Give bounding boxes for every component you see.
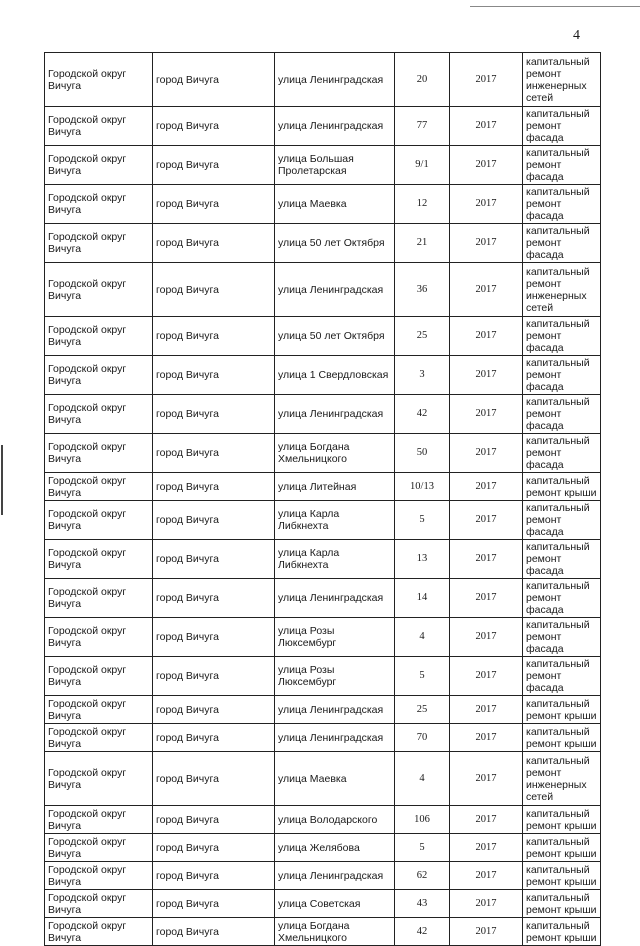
street-cell: улица Богдана Хмельницкого — [275, 434, 395, 473]
year-cell: 2017 — [450, 918, 523, 946]
table-row — [45, 862, 601, 890]
repair-type-cell: капитальный ремонт фасада — [523, 618, 601, 657]
table-row — [45, 579, 601, 618]
house-number-cell: 25 — [395, 317, 450, 356]
table-row — [45, 806, 601, 834]
street-cell: улица Ленинградская — [275, 107, 395, 146]
municipal-district-cell: Городской округ Вичуга — [45, 224, 153, 263]
city-cell: город Вичуга — [153, 146, 275, 185]
street-cell: улица Ленинградская — [275, 579, 395, 618]
municipal-district-cell: Городской округ Вичуга — [45, 806, 153, 834]
year-cell: 2017 — [450, 657, 523, 696]
table-row — [45, 618, 601, 657]
year-cell: 2017 — [450, 579, 523, 618]
municipal-district-cell: Городской округ Вичуга — [45, 657, 153, 696]
house-number-cell: 50 — [395, 434, 450, 473]
repair-type-cell: капитальный ремонт фасада — [523, 540, 601, 579]
table-row — [45, 146, 601, 185]
city-cell: город Вичуга — [153, 185, 275, 224]
house-number-cell: 25 — [395, 696, 450, 724]
street-cell: улица Литейная — [275, 473, 395, 501]
street-cell: улица Советская — [275, 890, 395, 918]
house-number-cell: 70 — [395, 724, 450, 752]
house-number-cell: 42 — [395, 918, 450, 946]
street-cell: улица 1 Свердловская — [275, 356, 395, 395]
street-cell: улица Большая Пролетарская — [275, 146, 395, 185]
table-row — [45, 395, 601, 434]
year-cell: 2017 — [450, 540, 523, 579]
city-cell: город Вичуга — [153, 834, 275, 862]
house-number-cell: 3 — [395, 356, 450, 395]
year-cell: 2017 — [450, 53, 523, 107]
table-row — [45, 752, 601, 806]
page-number: 4 — [573, 28, 580, 43]
year-cell: 2017 — [450, 395, 523, 434]
house-number-cell: 4 — [395, 618, 450, 657]
municipal-district-cell: Городской округ Вичуга — [45, 434, 153, 473]
year-cell: 2017 — [450, 317, 523, 356]
scan-edge-mark-left — [1, 445, 3, 515]
street-cell: улица Ленинградская — [275, 263, 395, 317]
municipal-district-cell: Городской округ Вичуга — [45, 53, 153, 107]
city-cell: город Вичуга — [153, 53, 275, 107]
year-cell: 2017 — [450, 263, 523, 317]
city-cell: город Вичуга — [153, 263, 275, 317]
repair-type-cell: капитальный ремонт крыши — [523, 696, 601, 724]
street-cell: улица Розы Люксембург — [275, 618, 395, 657]
year-cell: 2017 — [450, 434, 523, 473]
repair-type-cell: капитальный ремонт фасада — [523, 356, 601, 395]
repair-schedule-table — [44, 52, 601, 946]
municipal-district-cell: Городской округ Вичуга — [45, 918, 153, 946]
municipal-district-cell: Городской округ Вичуга — [45, 724, 153, 752]
municipal-district-cell: Городской округ Вичуга — [45, 501, 153, 540]
house-number-cell: 10/13 — [395, 473, 450, 501]
table-row — [45, 918, 601, 946]
street-cell: улица Володарского — [275, 806, 395, 834]
municipal-district-cell: Городской округ Вичуга — [45, 579, 153, 618]
house-number-cell: 5 — [395, 834, 450, 862]
repair-type-cell: капитальный ремонт фасада — [523, 224, 601, 263]
year-cell: 2017 — [450, 185, 523, 224]
house-number-cell: 62 — [395, 862, 450, 890]
city-cell: город Вичуга — [153, 107, 275, 146]
repair-type-cell: капитальный ремонт фасада — [523, 107, 601, 146]
house-number-cell: 106 — [395, 806, 450, 834]
city-cell: город Вичуга — [153, 696, 275, 724]
city-cell: город Вичуга — [153, 806, 275, 834]
house-number-cell: 20 — [395, 53, 450, 107]
street-cell: улица Ленинградская — [275, 724, 395, 752]
city-cell: город Вичуга — [153, 356, 275, 395]
repair-type-cell: капитальный ремонт крыши — [523, 890, 601, 918]
table-row — [45, 696, 601, 724]
repair-type-cell: капитальный ремонт инженерных сетей — [523, 263, 601, 317]
year-cell: 2017 — [450, 696, 523, 724]
table-body — [45, 53, 601, 946]
repair-type-cell: капитальный ремонт крыши — [523, 918, 601, 946]
city-cell: город Вичуга — [153, 752, 275, 806]
table-row — [45, 107, 601, 146]
municipal-district-cell: Городской округ Вичуга — [45, 107, 153, 146]
city-cell: город Вичуга — [153, 862, 275, 890]
street-cell: улица 50 лет Октября — [275, 224, 395, 263]
year-cell: 2017 — [450, 752, 523, 806]
city-cell: город Вичуга — [153, 473, 275, 501]
municipal-district-cell: Городской округ Вичуга — [45, 263, 153, 317]
repair-type-cell: капитальный ремонт фасада — [523, 395, 601, 434]
repair-type-cell: капитальный ремонт инженерных сетей — [523, 752, 601, 806]
house-number-cell: 21 — [395, 224, 450, 263]
city-cell: город Вичуга — [153, 224, 275, 263]
table-row — [45, 317, 601, 356]
repair-type-cell: капитальный ремонт фасада — [523, 657, 601, 696]
table-row — [45, 724, 601, 752]
year-cell: 2017 — [450, 862, 523, 890]
municipal-district-cell: Городской округ Вичуга — [45, 473, 153, 501]
year-cell: 2017 — [450, 107, 523, 146]
city-cell: город Вичуга — [153, 501, 275, 540]
street-cell: улица Маевка — [275, 185, 395, 224]
city-cell: город Вичуга — [153, 618, 275, 657]
municipal-district-cell: Городской округ Вичуга — [45, 317, 153, 356]
city-cell: город Вичуга — [153, 724, 275, 752]
year-cell: 2017 — [450, 146, 523, 185]
street-cell: улица Карла Либкнехта — [275, 501, 395, 540]
city-cell: город Вичуга — [153, 579, 275, 618]
table-row — [45, 356, 601, 395]
house-number-cell: 4 — [395, 752, 450, 806]
municipal-district-cell: Городской округ Вичуга — [45, 618, 153, 657]
repair-type-cell: капитальный ремонт крыши — [523, 862, 601, 890]
repair-type-cell: капитальный ремонт инженерных сетей — [523, 53, 601, 107]
street-cell: улица Ленинградская — [275, 53, 395, 107]
table-row — [45, 540, 601, 579]
repair-type-cell: капитальный ремонт крыши — [523, 473, 601, 501]
table-row — [45, 473, 601, 501]
city-cell: город Вичуга — [153, 918, 275, 946]
year-cell: 2017 — [450, 356, 523, 395]
year-cell: 2017 — [450, 890, 523, 918]
repair-type-cell: капитальный ремонт фасада — [523, 317, 601, 356]
municipal-district-cell: Городской округ Вичуга — [45, 146, 153, 185]
repair-type-cell: капитальный ремонт фасада — [523, 185, 601, 224]
repair-type-cell: капитальный ремонт крыши — [523, 724, 601, 752]
repair-type-cell: капитальный ремонт фасада — [523, 146, 601, 185]
table-row — [45, 501, 601, 540]
house-number-cell: 5 — [395, 501, 450, 540]
repair-type-cell: капитальный ремонт фасада — [523, 434, 601, 473]
table-row — [45, 657, 601, 696]
house-number-cell: 12 — [395, 185, 450, 224]
street-cell: улица Ленинградская — [275, 395, 395, 434]
table-row — [45, 434, 601, 473]
year-cell: 2017 — [450, 501, 523, 540]
city-cell: город Вичуга — [153, 657, 275, 696]
street-cell: улица Богдана Хмельницкого — [275, 918, 395, 946]
repair-type-cell: капитальный ремонт фасада — [523, 579, 601, 618]
municipal-district-cell: Городской округ Вичуга — [45, 890, 153, 918]
municipal-district-cell: Городской округ Вичуга — [45, 540, 153, 579]
table-row — [45, 263, 601, 317]
table-row — [45, 834, 601, 862]
city-cell: город Вичуга — [153, 540, 275, 579]
street-cell: улица Ленинградская — [275, 862, 395, 890]
house-number-cell: 14 — [395, 579, 450, 618]
municipal-district-cell: Городской округ Вичуга — [45, 834, 153, 862]
house-number-cell: 5 — [395, 657, 450, 696]
city-cell: город Вичуга — [153, 890, 275, 918]
city-cell: город Вичуга — [153, 317, 275, 356]
table-row — [45, 185, 601, 224]
year-cell: 2017 — [450, 806, 523, 834]
table-row — [45, 53, 601, 107]
house-number-cell: 36 — [395, 263, 450, 317]
municipal-district-cell: Городской округ Вичуга — [45, 395, 153, 434]
street-cell: улица Карла Либкнехта — [275, 540, 395, 579]
year-cell: 2017 — [450, 473, 523, 501]
street-cell: улица Ленинградская — [275, 696, 395, 724]
repair-type-cell: капитальный ремонт фасада — [523, 501, 601, 540]
repair-type-cell: капитальный ремонт крыши — [523, 806, 601, 834]
city-cell: город Вичуга — [153, 395, 275, 434]
table-row — [45, 224, 601, 263]
municipal-district-cell: Городской округ Вичуга — [45, 752, 153, 806]
year-cell: 2017 — [450, 724, 523, 752]
street-cell: улица Розы Люксембург — [275, 657, 395, 696]
house-number-cell: 42 — [395, 395, 450, 434]
house-number-cell: 43 — [395, 890, 450, 918]
scan-edge-mark — [470, 0, 640, 7]
street-cell: улица Маевка — [275, 752, 395, 806]
municipal-district-cell: Городской округ Вичуга — [45, 862, 153, 890]
street-cell: улица 50 лет Октября — [275, 317, 395, 356]
table-row — [45, 890, 601, 918]
year-cell: 2017 — [450, 834, 523, 862]
municipal-district-cell: Городской округ Вичуга — [45, 185, 153, 224]
city-cell: город Вичуга — [153, 434, 275, 473]
year-cell: 2017 — [450, 224, 523, 263]
house-number-cell: 13 — [395, 540, 450, 579]
street-cell: улица Желябова — [275, 834, 395, 862]
municipal-district-cell: Городской округ Вичуга — [45, 696, 153, 724]
repair-type-cell: капитальный ремонт крыши — [523, 834, 601, 862]
municipal-district-cell: Городской округ Вичуга — [45, 356, 153, 395]
house-number-cell: 9/1 — [395, 146, 450, 185]
house-number-cell: 77 — [395, 107, 450, 146]
year-cell: 2017 — [450, 618, 523, 657]
